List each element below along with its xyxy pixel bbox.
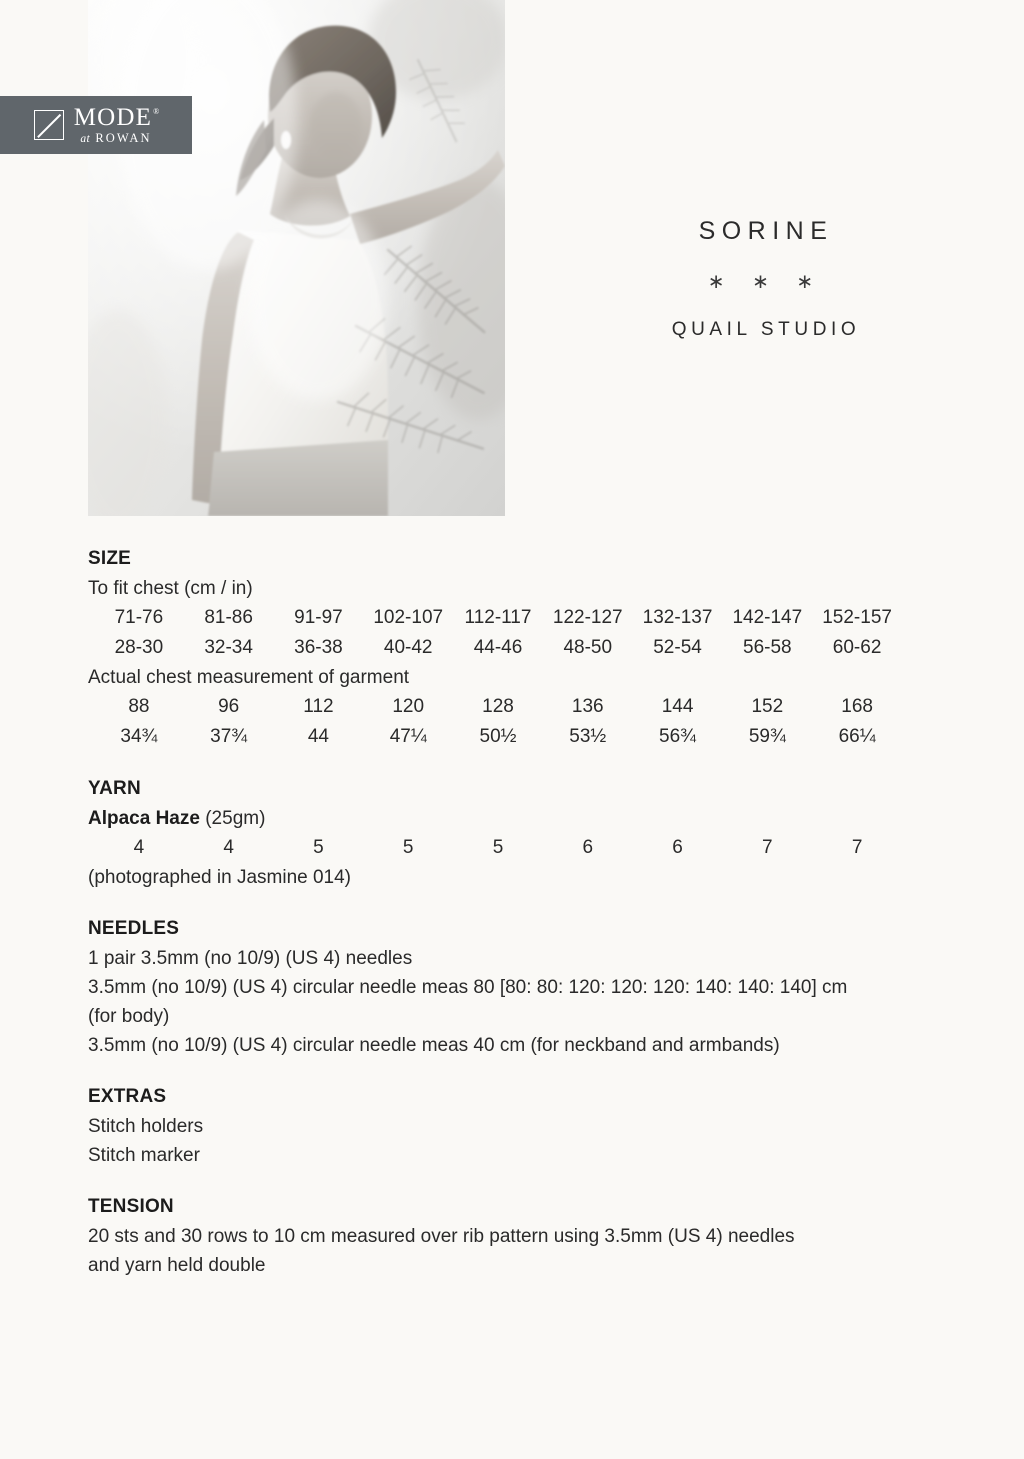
yarn-heading: YARN (88, 778, 141, 799)
logo-square-diagonal-icon (34, 110, 64, 140)
section-yarn (88, 778, 944, 892)
designer-name: QUAIL STUDIO (671, 318, 861, 340)
pattern-details (88, 548, 944, 1280)
size-cell: 81-86 (204, 607, 253, 628)
mode-at-rowan-logo (0, 96, 192, 154)
yarn-quantity-row (94, 833, 902, 863)
yarn-ball-weight: (25gm) (205, 808, 266, 829)
tension-heading: TENSION (88, 1196, 174, 1217)
extras-line-1: Stitch holders (88, 1116, 204, 1137)
needles-heading: NEEDLES (88, 918, 180, 939)
size-cell: 91-97 (294, 607, 343, 628)
size-cell: 47¼ (389, 726, 427, 747)
yarn-cell: 5 (402, 837, 414, 858)
tension-line-2: and yarn held double (88, 1255, 266, 1276)
size-cell: 96 (218, 696, 240, 717)
size-cell: 168 (841, 696, 873, 717)
size-cell: 102-107 (373, 607, 444, 628)
extras-heading: EXTRAS (88, 1086, 167, 1107)
section-size (88, 548, 944, 752)
to-fit-chest-label: To fit chest (cm / in) (88, 578, 253, 599)
needles-line-4: 3.5mm (no 10/9) (US 4) circular needle meas 40 cm (for neckband and armbands) (88, 1035, 780, 1056)
size-cell: 53½ (569, 726, 607, 747)
yarn-cell: 5 (492, 837, 504, 858)
logo-rowan-text: at ROWAN (80, 130, 152, 145)
yarn-name-line (88, 804, 944, 833)
size-cell: 37¾ (210, 726, 248, 747)
yarn-cell: 4 (223, 837, 234, 858)
size-cell: 44 (307, 726, 329, 747)
needles-line-2: 3.5mm (no 10/9) (US 4) circular needle meas 80 [80: 80: 120: 120: 120: 140: 140: 140] cm (88, 977, 848, 998)
tension-line-1: 20 sts and 30 rows to 10 cm measured over rib pattern using 3.5mm (US 4) needles (88, 1226, 795, 1247)
size-cell: 36-38 (294, 637, 343, 658)
yarn-cell: 7 (851, 837, 863, 858)
size-cell: 34¾ (120, 726, 158, 747)
yarn-cell: 6 (582, 837, 594, 858)
yarn-cell: 4 (133, 837, 145, 858)
size-cell: 152-157 (822, 607, 892, 628)
size-cell: 152 (751, 696, 784, 717)
yarn-cell: 5 (313, 837, 324, 858)
size-cell: 88 (128, 696, 150, 717)
cover-photo (88, 0, 505, 516)
asterisk-divider: ∗ ∗ ∗ (707, 270, 825, 293)
size-cell: 112-117 (464, 607, 532, 628)
size-cell: 40-42 (383, 637, 433, 658)
size-cell: 52-54 (653, 637, 702, 658)
size-cell: 144 (661, 696, 694, 717)
size-cell: 136 (571, 696, 604, 717)
size-cell: 142-147 (732, 607, 803, 628)
section-extras (88, 1086, 944, 1170)
logo-mode-text: MODE® (73, 103, 160, 131)
section-tension (88, 1196, 944, 1280)
size-cell: 59¾ (748, 726, 786, 747)
size-cell: 60-62 (832, 637, 882, 658)
yarn-cell: 7 (762, 837, 773, 858)
registered-trademark-icon: ® (153, 106, 160, 116)
to-fit-chest-cm-row (94, 603, 902, 633)
actual-chest-cm-row (94, 692, 902, 722)
size-cell: 48-50 (563, 637, 613, 658)
size-heading: SIZE (88, 548, 132, 569)
size-cell: 120 (392, 696, 425, 717)
pattern-title-block (560, 218, 972, 340)
size-cell: 56-58 (743, 637, 792, 658)
size-cell: 56¾ (659, 726, 697, 747)
size-cell: 71-76 (114, 607, 164, 628)
to-fit-chest-in-row (94, 633, 902, 663)
logo-wordmark (74, 105, 159, 146)
page-title: SORINE (698, 217, 834, 245)
yarn-name: Alpaca Haze (88, 808, 200, 829)
needles-line-1: 1 pair 3.5mm (no 10/9) (US 4) needles (88, 948, 413, 969)
size-cell: 28-30 (114, 637, 164, 658)
section-needles (88, 918, 944, 1060)
size-cell: 50½ (479, 726, 517, 747)
extras-line-2: Stitch marker (88, 1145, 200, 1166)
size-cell: 44-46 (473, 637, 523, 658)
cover-photo-image (88, 0, 505, 516)
needles-line-3: (for body) (88, 1006, 170, 1027)
yarn-cell: 6 (672, 837, 683, 858)
size-cell: 122-127 (552, 607, 623, 628)
size-cell: 128 (482, 696, 514, 717)
actual-chest-label: Actual chest measurement of garment (88, 667, 410, 688)
size-cell: 132-137 (642, 607, 713, 628)
size-cell: 32-34 (204, 637, 253, 658)
yarn-photographed-in: (photographed in Jasmine 014) (88, 867, 352, 888)
size-cell: 112 (303, 696, 334, 717)
size-cell: 66¼ (838, 726, 876, 747)
actual-chest-in-row (94, 722, 902, 752)
